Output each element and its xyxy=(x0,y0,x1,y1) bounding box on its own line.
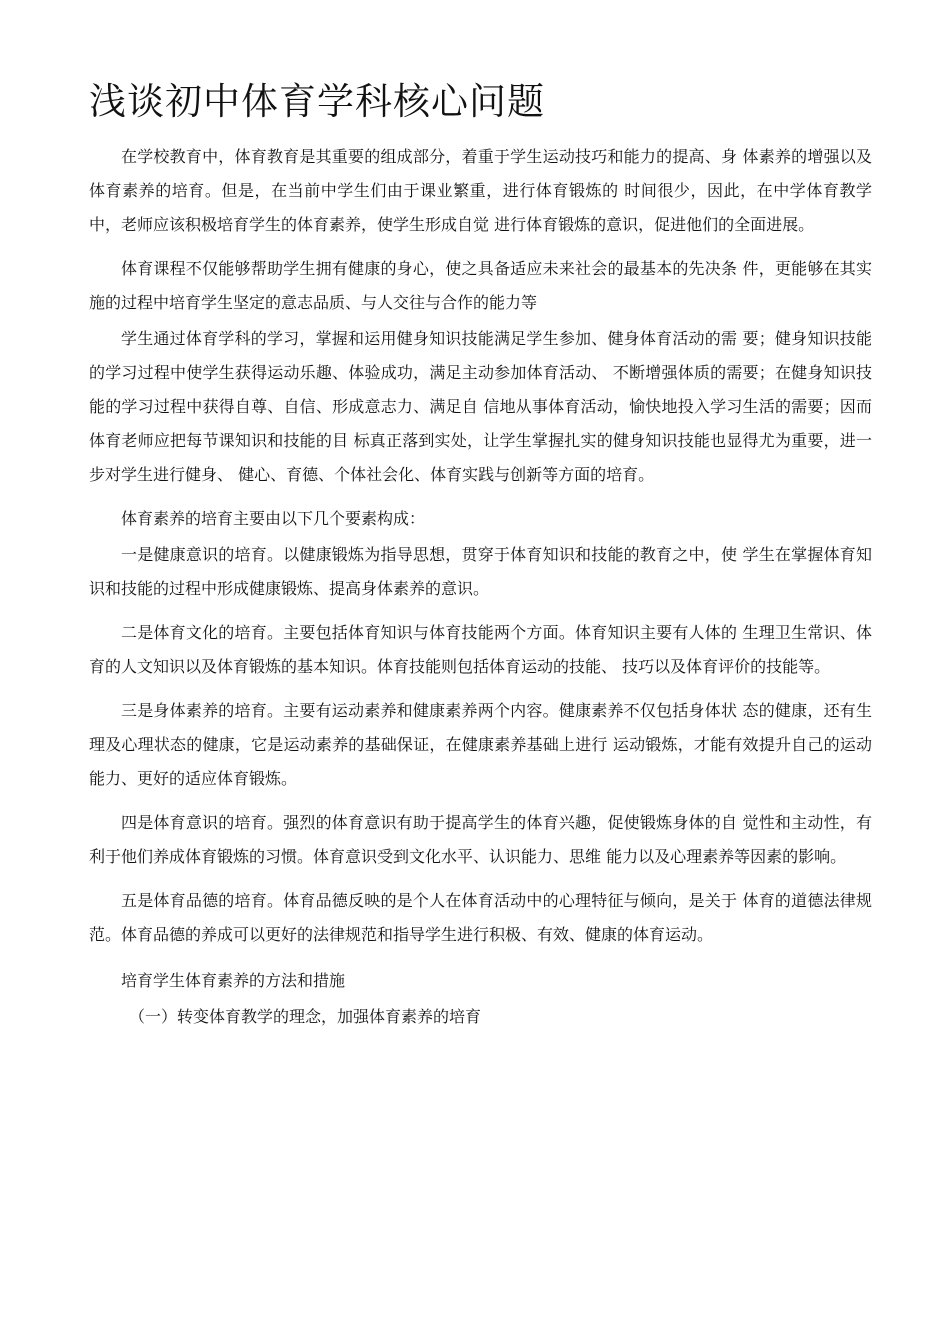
document-title: 浅谈初中体育学科核心问题 xyxy=(89,80,545,123)
document-body xyxy=(89,140,872,1044)
paragraph-physical-quality: 三是身体素养的培育。主要有运动素养和健康素养两个内容。健康素养不仅包括身体状 态的健康，还有生理及心理状态的健康，它是运动素养的基础保证，在健康素养基础上进行 运动锻炼，才能有效提升自己的运动能力、更好的适应体育锻炼。 xyxy=(89,701,872,788)
paragraph-learning: 学生通过体育学科的学习，掌握和运用健身知识技能满足学生参加、健身体育活动的需 要；健身知识技能的学习过程中使学生获得运动乐趣、体验成功，满足主动参加体育活动、 不断增强体质的需要；在健身知识技能的学习过程中获得自尊、自信、形成意志力、满足自 信地从事体育活动，愉快地投入学习生活的需要；因而体育老师应把每节课知识和技能的目 标真正落到实处，让学生掌握扎实的健身知识技能也显得尤为重要，进一步对学生进行健身、 健心、育德、个体社会化、体育实践与创新等方面的培育。 xyxy=(89,329,872,484)
paragraph-elements-intro: 体育素养的培育主要由以下几个要素构成： xyxy=(121,509,426,528)
paragraph-sports-consciousness: 四是体育意识的培育。强烈的体育意识有助于提高学生的体育兴趣，促使锻炼身体的自 觉性和主动性，有利于他们养成体育锻炼的习惯。体育意识受到文化水平、认识能力、思维 能力以及心理素养等因素的影响。 xyxy=(89,813,872,866)
paragraph-sports-ethics: 五是体育品德的培育。体育品德反映的是个人在体育活动中的心理特征与倾向，是关于 体育的道德法律规范。体育品德的养成可以更好的法律规范和指导学生进行积极、有效、健康的体育运动。 xyxy=(89,891,872,944)
paragraph-sports-culture: 二是体育文化的培育。主要包括体育知识与体育技能两个方面。体育知识主要有人体的 生理卫生常识、体育的人文知识以及体育锻炼的基本知识。体育技能则包括体育运动的技能、 技巧以及体育评价的技能等。 xyxy=(89,623,872,676)
paragraph-curriculum: 体育课程不仅能够帮助学生拥有健康的身心，使之具备适应未来社会的最基本的先决条 件，更能够在其实施的过程中培育学生坚定的意志品质、与人交往与合作的能力等 xyxy=(89,259,872,312)
paragraph-health-awareness: 一是健康意识的培育。以健康锻炼为指导思想，贯穿于体育知识和技能的教育之中，使 学生在掌握体育知识和技能的过程中形成健康锻炼、提高身体素养的意识。 xyxy=(89,545,872,598)
section-heading-methods: 培育学生体育素养的方法和措施 xyxy=(121,971,346,990)
subsection-heading-1: （一）转变体育教学的理念，加强体育素养的培育 xyxy=(129,1007,482,1026)
paragraph-intro: 在学校教育中，体育教育是其重要的组成部分，着重于学生运动技巧和能力的提高、身 体素养的增强以及体育素养的培育。但是，在当前中学生们由于课业繁重，进行体育锻炼的 时间很少，因此，在中学体育教学中，老师应该积极培育学生的体育素养，使学生形成自觉 进行体育锻炼的意识，促进他们的全面进展。 xyxy=(89,147,872,234)
